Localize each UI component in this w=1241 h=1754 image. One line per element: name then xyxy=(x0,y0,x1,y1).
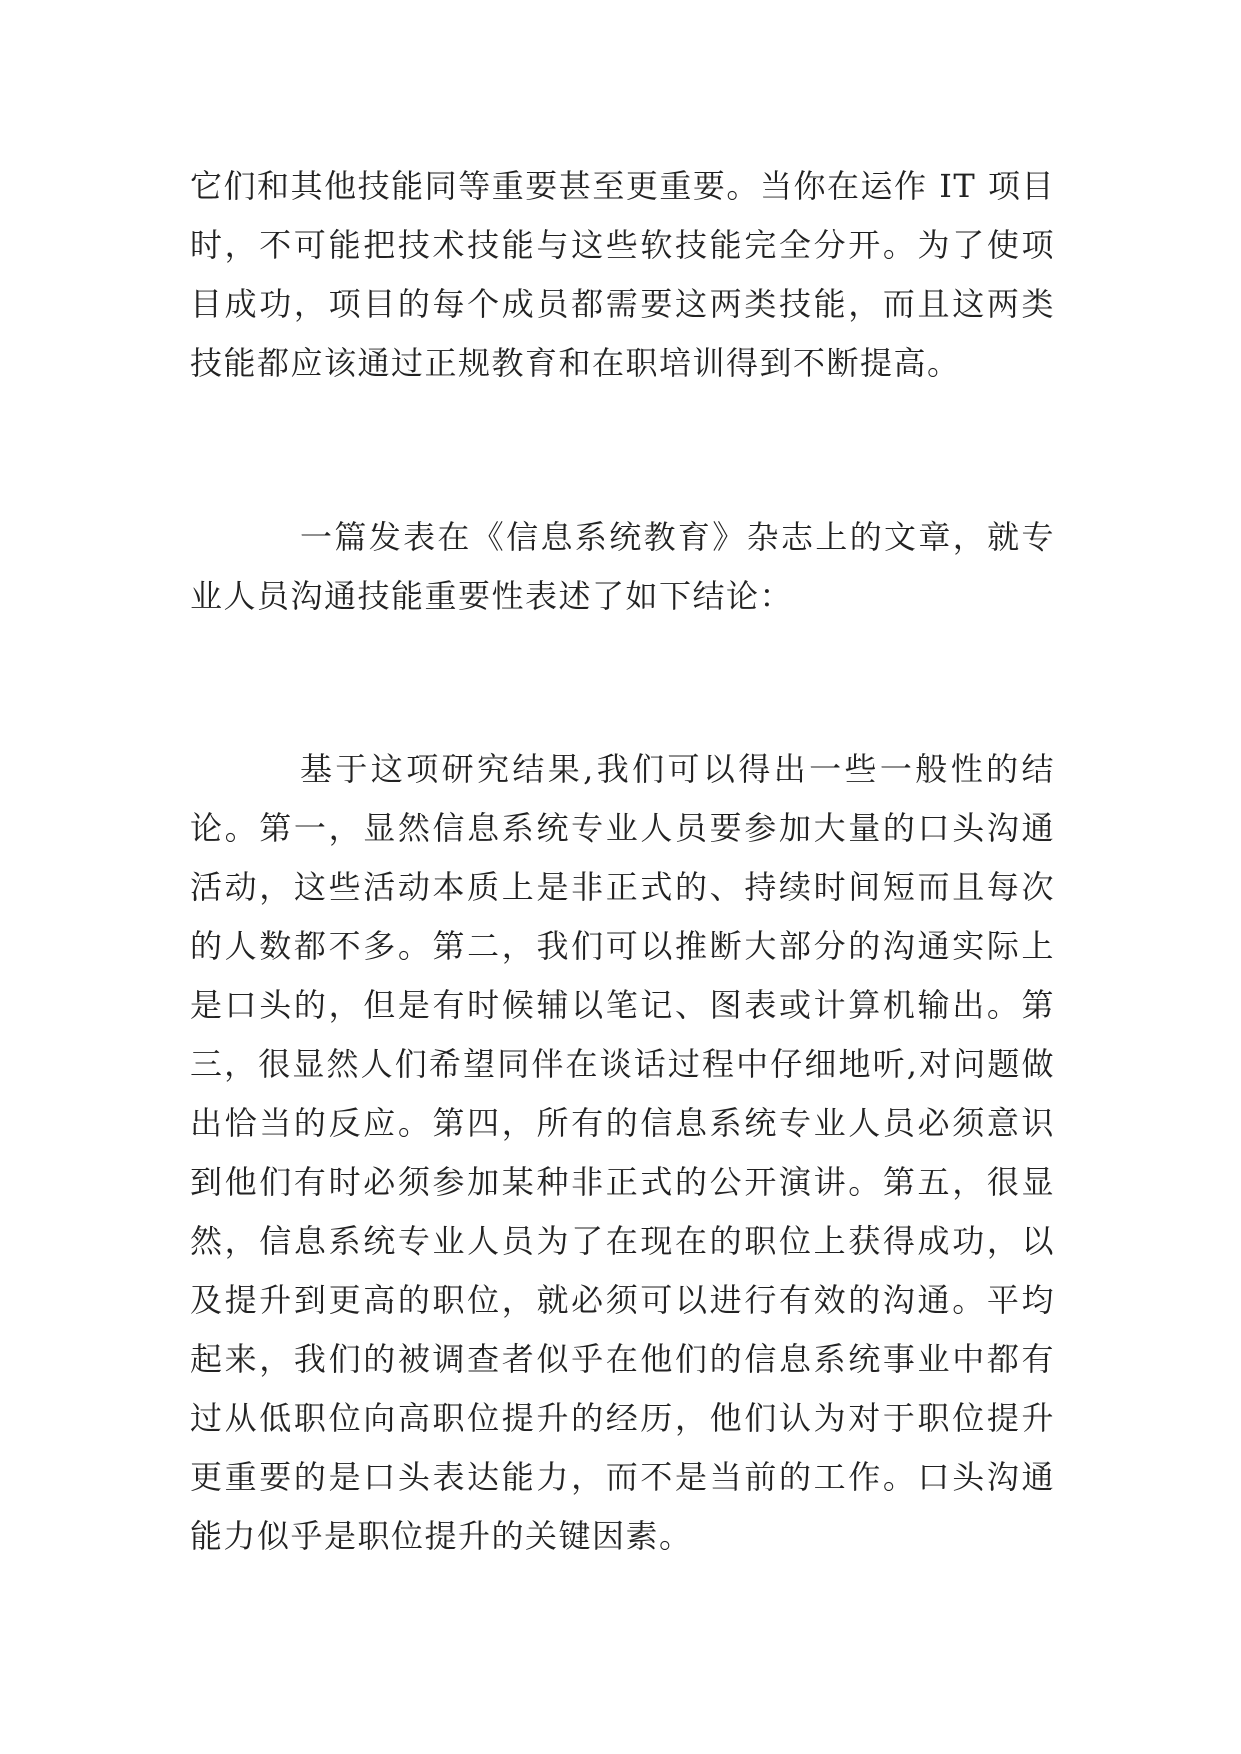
paragraph-journal-article: 一篇发表在《信息系统教育》杂志上的文章，就专业人员沟通技能重要性表述了如下结论： xyxy=(190,518,1055,615)
paragraph-research-conclusions: 基于这项研究结果,我们可以得出一些一般性的结论。第一，显然信息系统专业人员要参加大量的口头沟通活动，这些活动本质上是非正式的、持续时间短而且每次的人数都不多。第二，我们可以推断大部分的沟通实际上是口头的，但是有时候辅以笔记、图表或计算机输出。第三，很显然人们希望同伴在谈话过程中仔细地听,对问题做出恰当的反应。第四，所有的信息系统专业人员必须意识到他们有时必须参加某种非正式的公开演讲。第五，很显然，信息系统专业人员为了在现在的职位上获得成功，以及提升到更高的职位，就必须可以进行有效的沟通。平均起来，我们的被调查者似乎在他们的信息系统事业中都有过从低职位向高职位提升的经历，他们认为对于职位提升更重要的是口头表达能力，而不是当前的工作。口头沟通能力似乎是职位提升的关键因素。 xyxy=(190,750,1055,1555)
paragraph-soft-skills: 它们和其他技能同等重要甚至更重要。当你在运作 IT 项目时，不可能把技术技能与这些软技能完全分开。为了使项目成功，项目的每个成员都需要这两类技能，而且这两类技能都应该通过正规教育和在职培训得到不断提高。 xyxy=(190,167,1055,382)
